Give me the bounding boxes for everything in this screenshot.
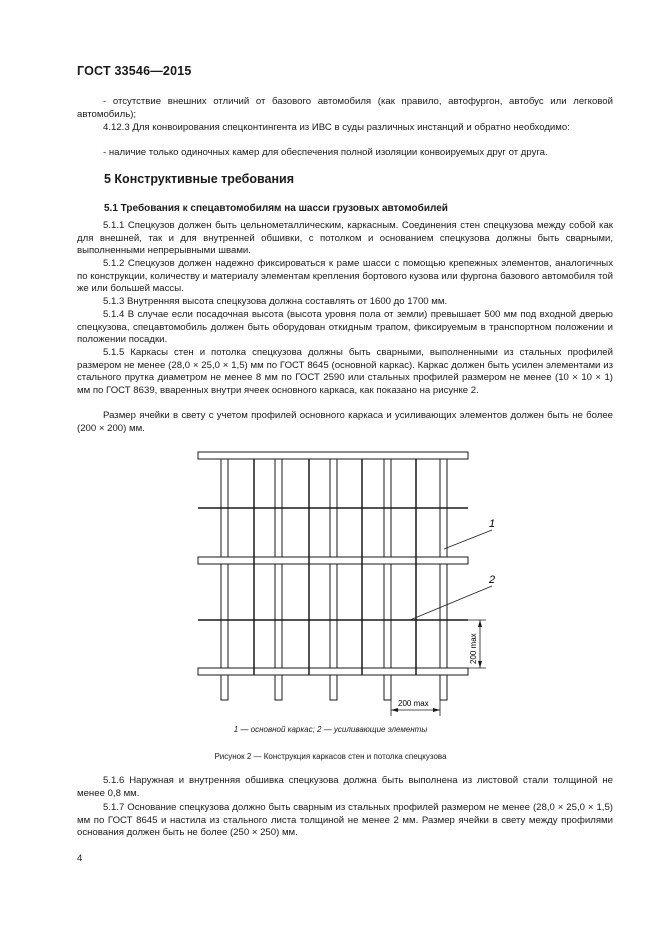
document-header: ГОСТ 33546—2015 [77, 64, 192, 78]
frame-vertical-post [330, 459, 337, 700]
frame-horizontal-bar [198, 557, 468, 564]
frame-horizontal-bar [198, 668, 468, 675]
figure-label-2: 2 [489, 574, 496, 586]
dim-arrow [478, 661, 482, 668]
paragraph-5-1-2: 5.1.2 Спецкузов должен надежно фиксироваться к раме шасси с помощью крепежных элементов, аналогичных по конструкции, количеству и материалу элементам крепления бортового кузова или фургона базового автомобиля той же или большей массы. [77, 258, 613, 295]
paragraph-4-12-3: 4.12.3 Для конвоирования спецконтингента из ИВС в суды различных инстанций и обратно необходимо: [103, 122, 570, 133]
section-title: 5 Конструктивные требования [104, 172, 295, 186]
dim-arrow [433, 708, 440, 712]
paragraph-5-1-4: 5.1.4 В случае если посадочная высота (высота уровня пола от земли) превышает 500 мм под входной дверью спецкузова, спецавтомобиль должен быть оборудован откидным трапом, фиксируемым в транспортном положении и положении посадки. [77, 309, 613, 346]
figure-caption: Рисунок 2 — Конструкция каркасов стен и потолка спецкузова [214, 752, 447, 761]
paragraph-5-1-5: 5.1.5 Каркасы стен и потолка спецкузова должны быть сварными, выполненными из стальных профилей размером не менее (28,0 × 25,0 × 1,5) мм по ГОСТ 8645 (основной каркас). Каркас должен быть усилен элементами из стального прутка диаметром не менее 8 мм по ГОСТ 2590 или стальных профилей размером не менее (10 × 10 × 1) мм по ГОСТ 8639, вваренных внутри ячеек основного каркаса, как показано на рисунке 2. [77, 347, 613, 396]
subsection-title: 5.1 Требования к спецавтомобилям на шасси грузовых автомобилей [104, 203, 448, 214]
leader-line-2 [410, 586, 492, 620]
dimension-horizontal-label: 200 max [398, 699, 429, 708]
page-number: 4 [77, 853, 83, 864]
paragraph-5-1-5-cell-size: Размер ячейки в свету с учетом профилей основного каркаса и усиливающих элементов должен быть не более (200 × 200) мм. [77, 410, 613, 434]
frame-vertical-post [221, 459, 228, 700]
figure-legend: 1 — основной каркас; 2 — усиливающие элементы [233, 725, 428, 734]
frame-vertical-post [275, 459, 282, 700]
paragraph-5-1-6: 5.1.6 Наружная и внутренняя обшивка спецкузова должна быть выполнена из листовой стали толщиной не менее 0,8 мм. [77, 775, 613, 799]
frame-top-bar [198, 452, 468, 459]
frame-vertical-post [440, 459, 447, 700]
dimension-vertical-label: 200 max [469, 633, 478, 664]
figure-label-1: 1 [489, 518, 496, 530]
paragraph-intro-1: - отсутствие внешних отличий от базового автомобиля (как правило, автофургон, автобус или легковой автомобиль); [77, 96, 613, 120]
paragraph-5-1-3: 5.1.3 Внутренняя высота спецкузова должна составлять от 1600 до 1700 мм. [103, 296, 448, 307]
paragraph-intro-3: - наличие только одиночных камер для обеспечения полной изоляции конвоируемых друг от друга. [103, 147, 548, 158]
leader-line-1 [444, 530, 492, 549]
frame-vertical-post [384, 459, 391, 700]
paragraph-5-1-1: 5.1.1 Спецкузов должен быть цельнометаллическим, каркасным. Соединения стен спецкузова между собой как для внешней, так и для внутренней обшивки, с потолком и основанием спецкузова должны быть сварными, выполненными непрерывными швами. [77, 220, 613, 257]
paragraph-5-1-7: 5.1.7 Основание спецкузова должно быть сварным из стальных профилей размером не менее (28,0 × 25,0 × 1,5) мм по ГОСТ 8645 и настила из стального листа толщиной не менее 2 мм. Размер ячейки в свету между профилями основания должен быть не более (250 × 250) мм. [77, 802, 613, 839]
dim-arrow [391, 708, 398, 712]
dim-arrow [478, 620, 482, 627]
